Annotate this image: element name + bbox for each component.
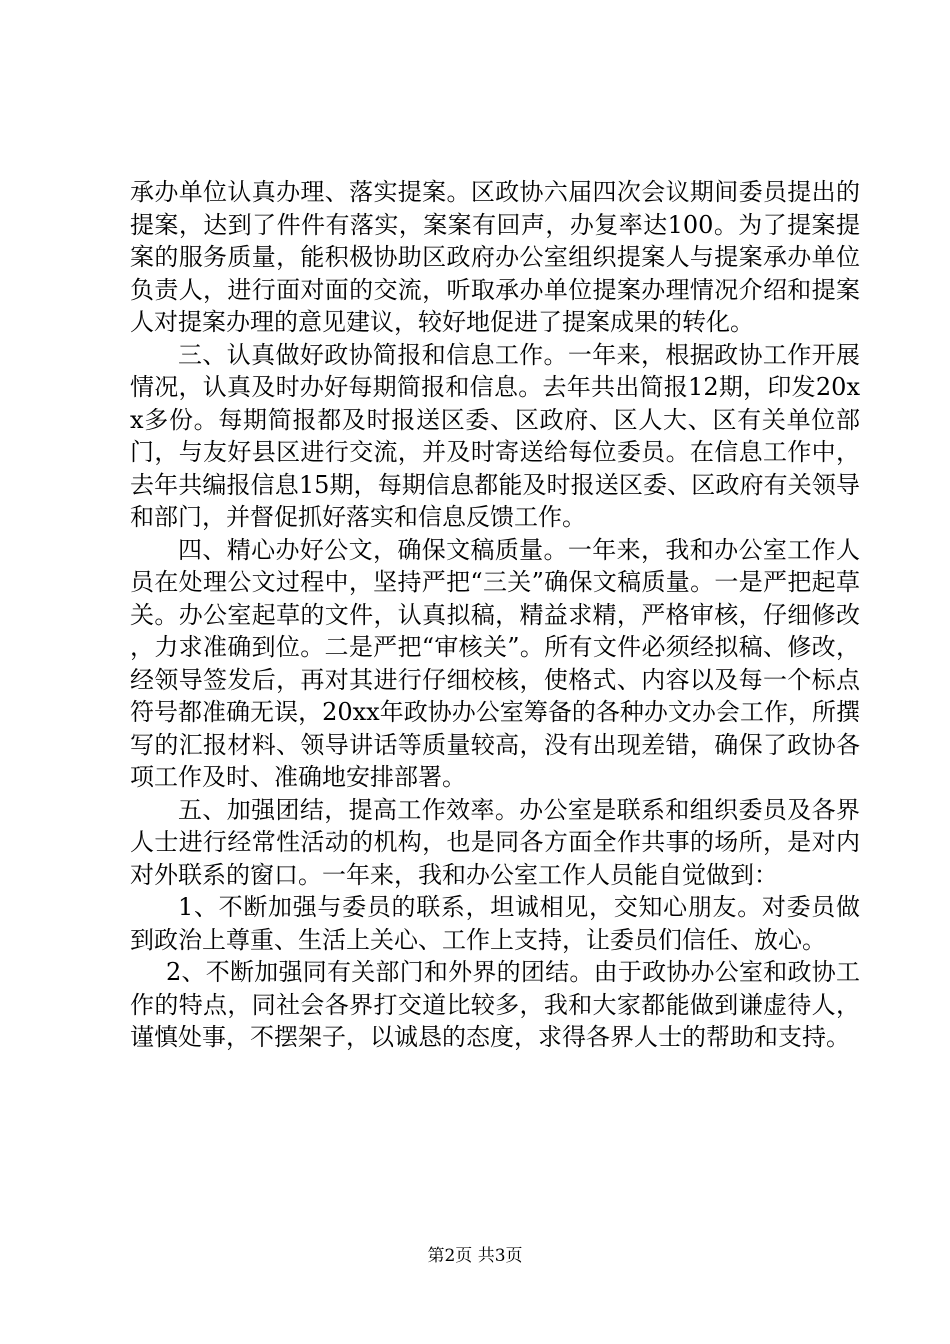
paragraph-unity-and-efficiency: 五、加强团结，提高工作效率。办公室是联系和组织委员及各界人士进行经常性活动的机构，也是同各方面全作共事的场所，是对内对外联系的窗口。一年来，我和办公室工作人员能自觉做到： xyxy=(130,795,860,889)
paragraph-item-1-member-contact: 1、不断加强与委员的联系，坦诚相见，交知心朋友。对委员做到政治上尊重、生活上关心、工作上支持，让委员们信任、放心。 xyxy=(130,893,860,954)
paragraph-official-documents: 四、精心办好公文，确保文稿质量。一年来，我和办公室工作人员在处理公文过程中，坚持严把“三关”确保文稿质量。一是严把起草关。办公室起草的文件，认真拟稿，精益求精，严格审核，仔细修改，力求准确到位。二是严把“审核关”。所有文件必须经拟稿、修改，经领导签发后，再对其进行仔细校核，使格式、内容以及每一个标点符号都准确无误，20xx年政协办公室筹备的各种办文办会工作，所撰写的汇报材料、领导讲话等质量较高，没有出现差错，确保了政协各项工作及时、准确地安排部署。 xyxy=(130,535,860,791)
paragraph-proposal-handling: 承办单位认真办理、落实提案。区政协六届四次会议期间委员提出的提案，达到了件件有落实，案案有回声，办复率达100。为了提案提案的服务质量，能积极协助区政府办公室组织提案人与提案承办单位负责人，进行面对面的交流，听取承办单位提案办理情况介绍和提案人对提案办理的意见建议，较好地促进了提案成果的转化。 xyxy=(130,178,860,336)
paragraph-briefings-and-information: 三、认真做好政协简报和信息工作。一年来，根据政协工作开展情况，认真及时办好每期简报和信息。去年共出简报12期，印发20xx多份。每期简报都及时报送区委、区政府、区人大、区有关单位部门，与友好县区进行交流，并及时寄送给每位委员。在信息工作中，去年共编报信息15期，每期信息都能及时报送区委、区政府有关领导和部门，并督促抓好落实和信息反馈工作。 xyxy=(130,340,860,531)
page-number-footer: 第2页 共3页 xyxy=(427,1246,523,1266)
document-body xyxy=(130,176,860,1054)
paragraph-item-2-external-unity: 2、不断加强同有关部门和外界的团结。由于政协办公室和政协工作的特点，同社会各界打交道比较多，我和大家都能做到谦虚待人，谨慎处事，不摆架子，以诚恳的态度，求得各界人士的帮助和支持。 xyxy=(130,958,860,1051)
